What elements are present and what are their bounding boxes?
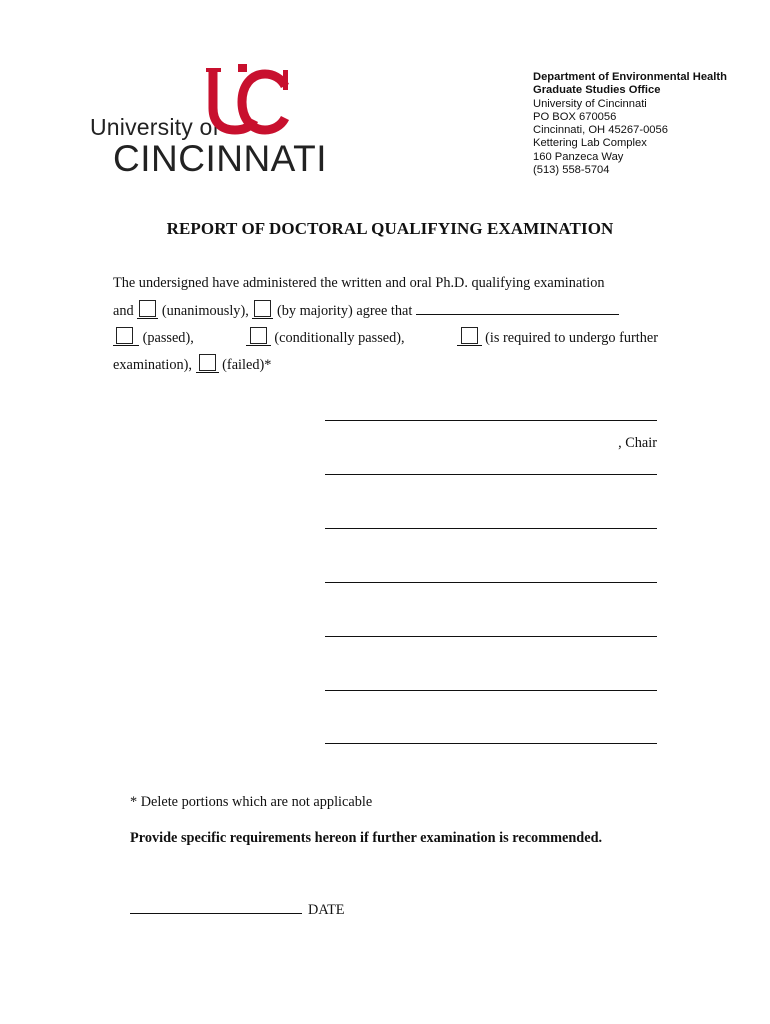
majority-text: (by majority) agree that (276, 303, 413, 319)
passed-underline (113, 327, 139, 346)
footnote: * Delete portions which are not applicable (130, 794, 373, 810)
requirements-note: Provide specific requirements hereon if further examination is recommended. (130, 830, 603, 846)
passed-checkbox[interactable] (116, 327, 133, 344)
uc-logo-mark-icon (205, 64, 295, 138)
body-line-4 (113, 354, 271, 374)
address-university: University of Cincinnati (533, 97, 647, 110)
signature-line-2[interactable] (325, 474, 657, 475)
address-street: 160 Panzeca Way (533, 150, 624, 163)
conditional-checkbox[interactable] (250, 327, 267, 344)
address-city: Cincinnati, OH 45267-0056 (533, 124, 668, 137)
signature-line-3[interactable] (325, 528, 657, 529)
chair-label: , Chair (618, 435, 657, 451)
body-line-3 (113, 327, 658, 347)
unanimously-underline (137, 300, 158, 319)
candidate-name-field[interactable] (416, 302, 619, 315)
address-phone: (513) 558-5704 (533, 164, 610, 177)
intro-text: The undersigned have administered the written and oral Ph.D. qualifying examination (113, 275, 605, 291)
further-exam-checkbox[interactable] (461, 327, 478, 344)
logo-u-serif (206, 68, 221, 72)
logo-c-stem (238, 64, 247, 72)
further-exam-underline (457, 327, 482, 346)
majority-checkbox[interactable] (254, 300, 271, 317)
unanimously-text: (unanimously), (161, 303, 249, 319)
logo-text-cincinnati: CINCINNATI (113, 138, 327, 179)
logo-text-university-of: University of (90, 114, 220, 140)
signature-line-chair[interactable] (325, 420, 657, 421)
address-office: Graduate Studies Office (533, 84, 661, 97)
passed-text: (passed), (142, 330, 194, 346)
signature-line-6[interactable] (325, 690, 657, 691)
conditional-underline (246, 327, 271, 346)
logo-c-shape (242, 74, 285, 130)
failed-underline (196, 354, 219, 373)
signature-line-5[interactable] (325, 636, 657, 637)
signature-line-7[interactable] (325, 743, 657, 744)
address-pobox: PO BOX 670056 (533, 110, 617, 123)
date-field[interactable] (130, 901, 302, 914)
page-title: REPORT OF DOCTORAL QUALIFYING EXAMINATION (166, 219, 614, 238)
conditional-text: (conditionally passed), (274, 330, 405, 346)
address-building: Kettering Lab Complex (533, 137, 647, 150)
date-row (130, 901, 345, 919)
logo-c-serif (283, 70, 288, 90)
unanimously-checkbox[interactable] (139, 300, 156, 317)
body-line-1 (113, 275, 658, 292)
address-department: Department of Environmental Health (533, 71, 727, 83)
date-label: DATE (308, 902, 345, 918)
address-block (533, 71, 727, 177)
failed-text: (failed)* (222, 357, 272, 373)
body-line-2 (113, 300, 619, 320)
examination-text: examination), (113, 357, 193, 373)
and-text: and (113, 303, 134, 319)
majority-underline (252, 300, 273, 319)
signature-line-4[interactable] (325, 582, 657, 583)
failed-checkbox[interactable] (199, 354, 216, 371)
further-exam-text: (is required to undergo further (485, 330, 658, 346)
